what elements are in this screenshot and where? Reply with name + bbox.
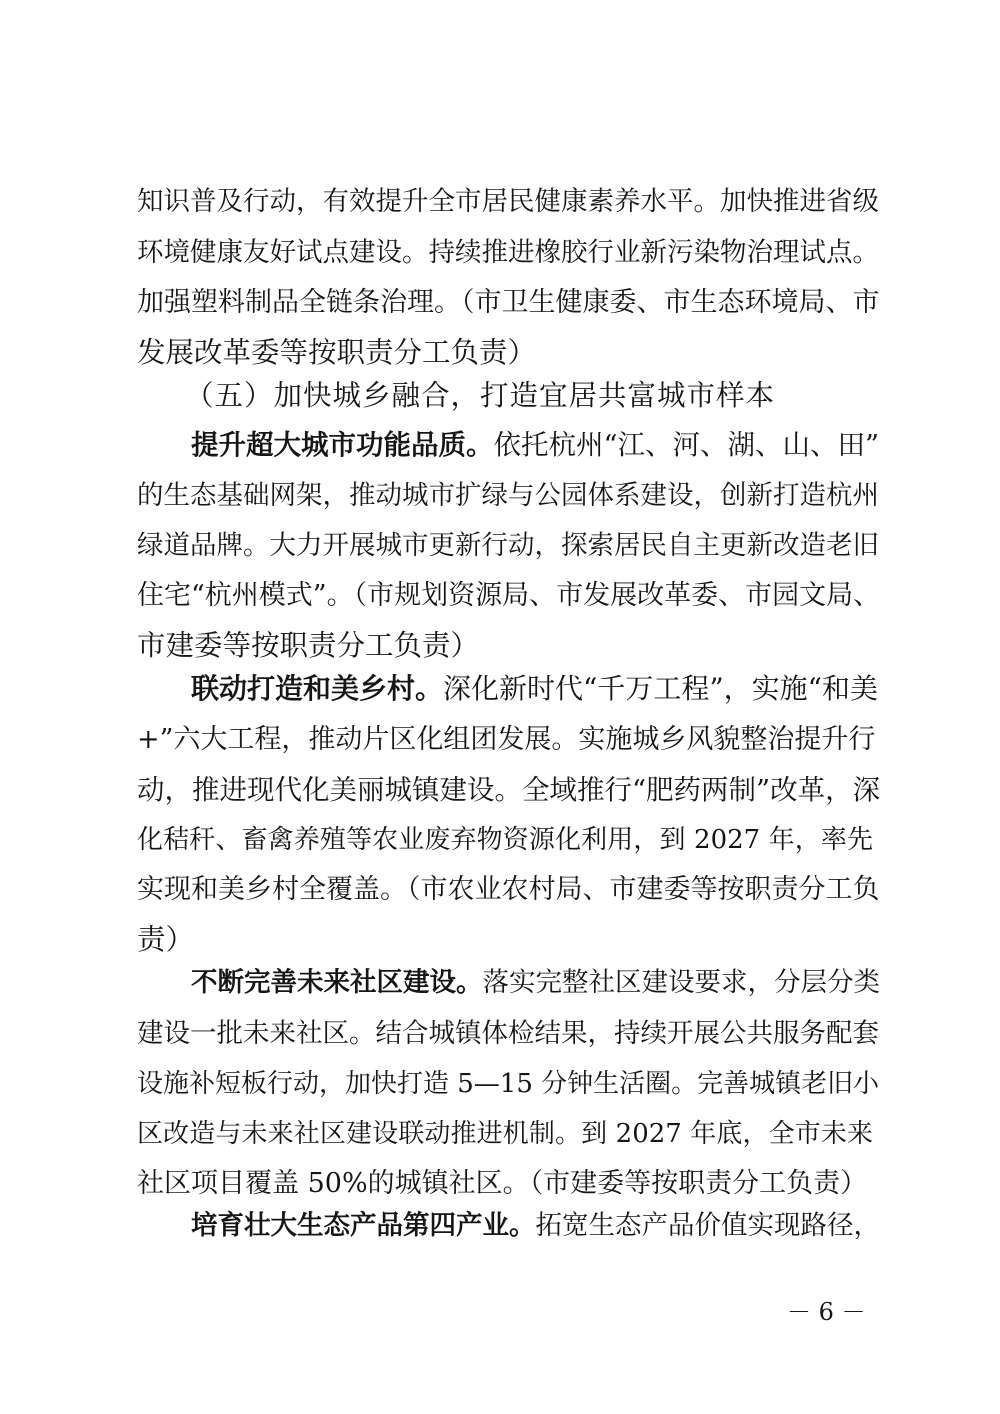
paragraph-first-line [191,669,878,709]
section-heading: （五）加快城乡融合，打造宜居共富城市样本 [185,379,776,412]
text-line: 知识普及行动，有效提升全市居民健康素养水平。加快推进省级 [137,186,879,217]
text-line: 住宅“杭州模式”。（市规划资源局、市发展改革委、市园文局、 [137,580,881,611]
text-line: 动，推进现代化美丽城镇建设。全域推行“肥药两制”改革，深 [137,774,881,806]
paragraph-lead: 不断完善未来社区建设。 [191,967,483,998]
text-line: 市建委等按职责分工负责） [137,629,480,662]
text-segment: 落实完整社区建设要求，分层分类 [482,967,880,998]
paragraph-lead: 提升超大城市功能品质。 [191,429,494,461]
text-line: +”六大工程，推动片区化组团发展。实施城乡风貌整治提升行 [137,724,876,755]
paragraph-lead: 联动打造和美乡村。 [191,672,444,705]
text-line: 区改造与未来社区建设联动推进机制。到 2027 年底，全市未来 [137,1119,873,1149]
text-line: 发展改革委等按职责分工负责） [137,336,537,369]
text-line: 绿道品牌。大力开展城市更新行动，探索居民自主更新改造老旧 [137,530,879,561]
text-line: 社区项目覆盖 50%的城镇社区。（市建委等按职责分工负责） [137,1168,868,1199]
text-line: 环境健康友好试点建设。持续推进橡胶行业新污染物治理试点。 [137,237,879,268]
text-segment: 深化新时代“千万工程”，实施“和美 [443,672,878,705]
text-line: 的生态基础网架，推动城市扩绿与公园体系建设，创新打造杭州 [137,480,879,511]
text-line: 加强塑料制品全链条治理。（市卫生健康委、市生态环境局、市 [137,287,880,318]
text-segment: 拓宽生态产品价值实现路径， [535,1210,880,1241]
text-line: 设施补短板行动，加快打造 5—15 分钟生活圈。完善城镇老旧小 [137,1069,880,1099]
paragraph-first-line [191,963,880,1003]
paragraph-first-line [191,425,880,465]
paragraph-lead: 培育壮大生态产品第四产业。 [191,1210,536,1241]
text-line: 实现和美乡村全覆盖。（市农业农村局、市建委等按职责分工负 [137,874,880,905]
text-segment: 依托杭州“江、河、湖、山、田” [493,429,880,461]
paragraph-first-line [191,1206,880,1246]
text-line: 责） [137,923,195,956]
text-line: 建设一批未来社区。结合城镇体检结果，持续开展公共服务配套 [137,1018,879,1049]
page-number: － 6 － [787,1298,866,1326]
text-line: 化秸秆、畜禽养殖等农业废弃物资源化利用，到 2027 年，率先 [137,825,873,855]
